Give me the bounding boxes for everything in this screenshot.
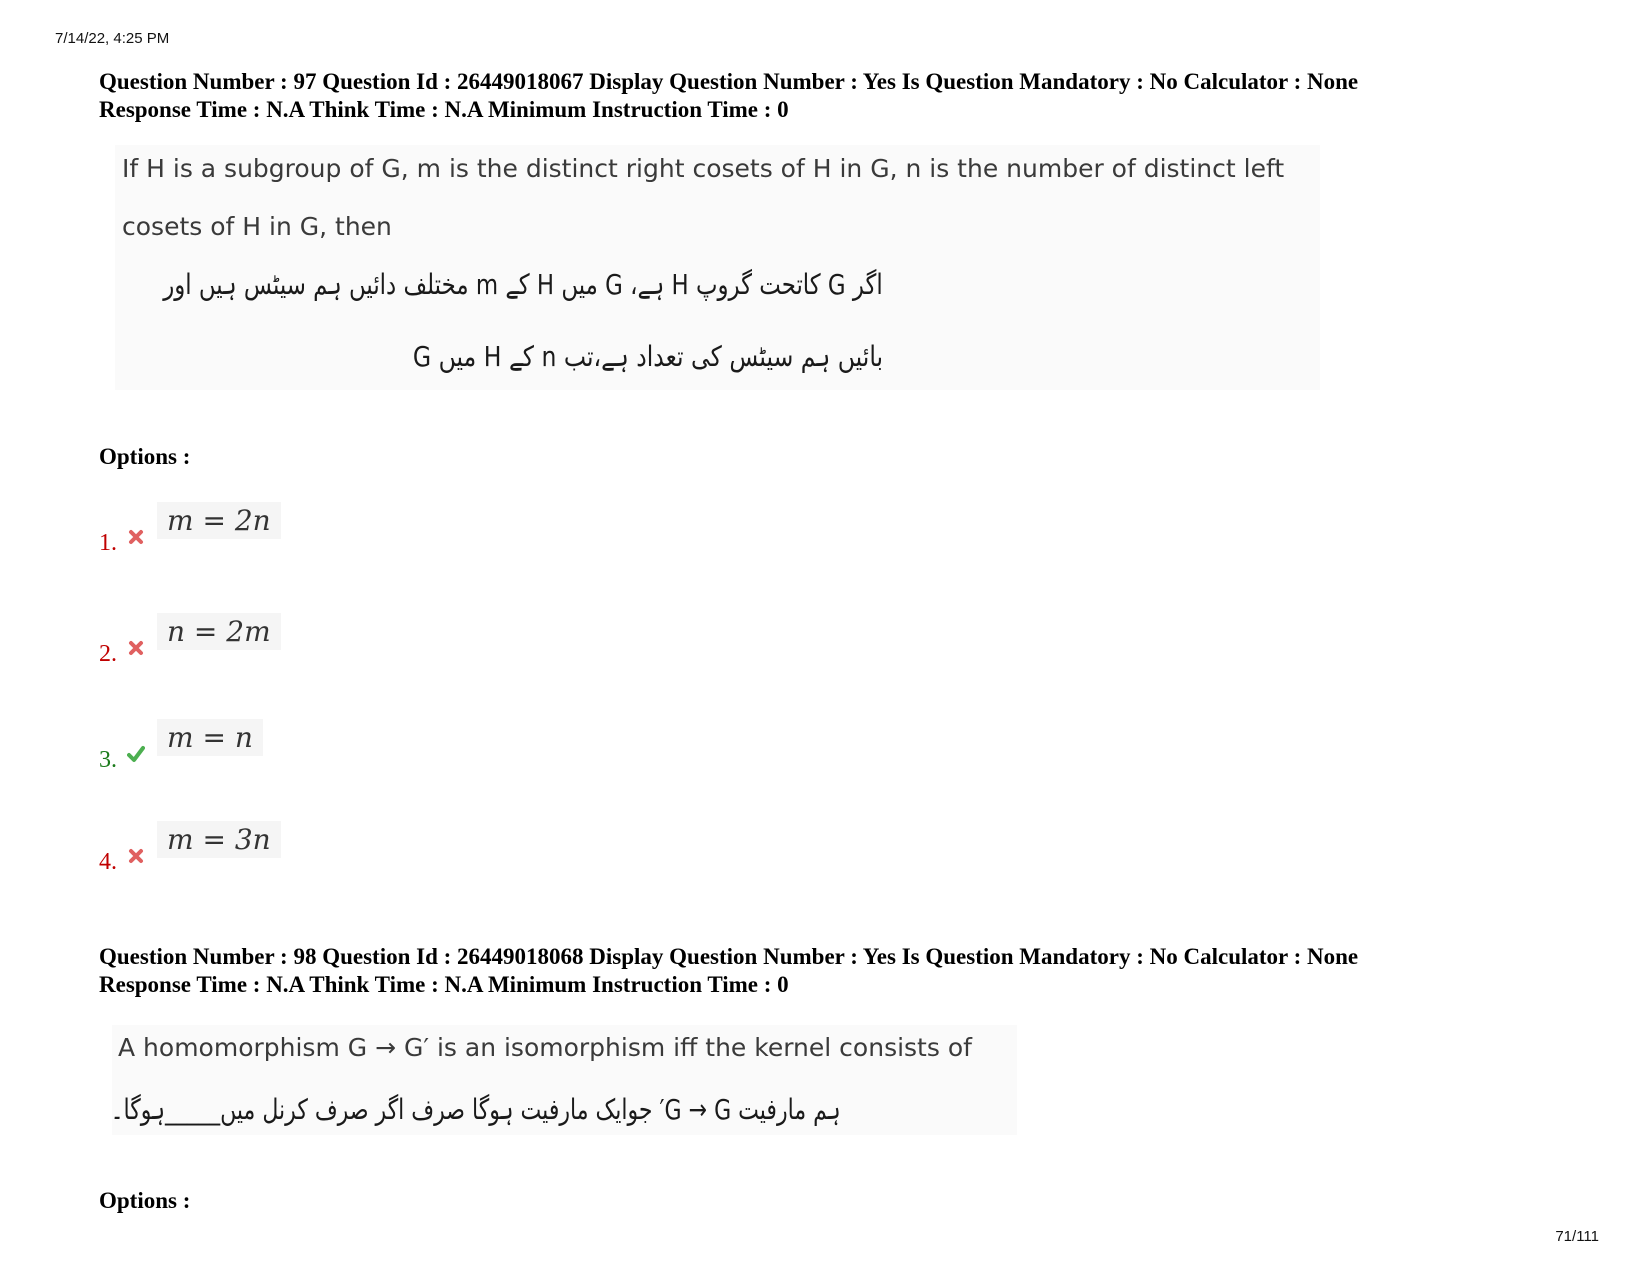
option-4-text: m = 3n (157, 821, 281, 858)
question-98-text-line1: A homomorphism G → G′ is an isomorphism iff the kernel consists of (118, 1033, 972, 1062)
option-3-number: 3. (99, 747, 117, 773)
wrong-mark-icon (127, 639, 145, 657)
option-4-number: 4. (99, 849, 117, 875)
option-1-number: 1. (99, 530, 117, 556)
question-98-options-label: Options : (99, 1188, 191, 1213)
correct-mark-icon (127, 745, 145, 763)
question-97-text-line1: If H is a subgroup of G, m is the distinct right cosets of H in G, n is the number of distinct left (122, 154, 1285, 183)
page-number: 71/111 (1555, 1228, 1599, 1245)
question-97-meta-line1: Question Number : 97 Question Id : 26449018067 Display Question Number : Yes Is Question Mandatory : No Calculator : None (99, 69, 1359, 94)
print-timestamp: 7/14/22, 4:25 PM (55, 30, 170, 47)
question-98-urdu-line1: ہم مارفیت G → G′ جوایک مارفیت ہوگا صرف اگر صرف کرنل میں_____ہوگا۔ (110, 1093, 841, 1126)
option-2-number: 2. (99, 641, 117, 667)
question-98-meta-line2: Response Time : N.A Think Time : N.A Minimum Instruction Time : 0 (99, 972, 789, 997)
question-98-meta (99, 943, 1358, 999)
option-2-text: n = 2m (157, 613, 281, 650)
question-97-meta-line2: Response Time : N.A Think Time : N.A Minimum Instruction Time : 0 (99, 97, 789, 122)
option-1-text: m = 2n (157, 502, 281, 539)
wrong-mark-icon (127, 847, 145, 865)
question-97-meta (99, 68, 1358, 124)
option-3-text: m = n (157, 719, 263, 756)
question-97-urdu-line2: G میں H کے n بائیں ہم سیٹس کی تعداد ہے،تب (412, 340, 883, 373)
question-98-meta-line1: Question Number : 98 Question Id : 26449018068 Display Question Number : Yes Is Question Mandatory : No Calculator : None (99, 944, 1359, 969)
question-97-urdu-line1: اگر G کاتحت گروپ H ہے، G میں H کے m مختلف دائیں ہم سیٹس ہیں اور (163, 268, 883, 301)
question-97-text-line2: cosets of H in G, then (122, 212, 392, 241)
wrong-mark-icon (127, 528, 145, 546)
question-97-options-label: Options : (99, 444, 191, 469)
